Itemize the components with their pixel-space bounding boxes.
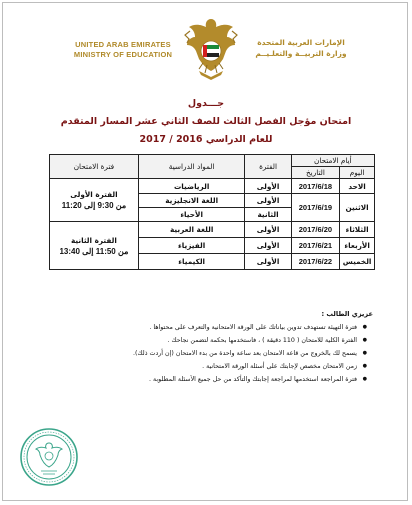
list-item: ● الفترة الكلية للامتحان ( 110 دقيقة ) ، فاستخدمها بحكمة لتضمن نجاحك . xyxy=(53,334,365,347)
period-1-cell xyxy=(50,179,139,222)
student-notes xyxy=(53,308,373,387)
uae-emblem-icon xyxy=(181,15,241,81)
table-row xyxy=(50,179,375,194)
session-cell: الأولى xyxy=(245,254,291,270)
subject-cell: اللغة الانجليزية xyxy=(138,194,245,208)
session-cell: الأولى xyxy=(245,222,291,238)
period-2-time: من 11:50 إلى 13:40 xyxy=(59,246,129,256)
date-cell: 2017/6/21 xyxy=(291,238,340,254)
document-subtitle: امتحان مؤجل الفصل الثالث للصف الثاني عشر المسار المتقدم xyxy=(60,116,352,127)
date-cell: 2017/6/20 xyxy=(291,222,340,238)
header-subjects: المواد الدراسية xyxy=(138,155,245,179)
english-country-name: UNITED ARAB EMIRATES xyxy=(75,40,171,49)
day-cell: الثلاثاء xyxy=(340,222,375,238)
day-cell: الأربعاء xyxy=(340,238,375,254)
academic-year: للعام الدراسي 2016 / 2017 xyxy=(139,134,273,145)
header-exam-days: أيام الامتحان xyxy=(291,155,374,167)
arabic-letterhead xyxy=(245,37,357,59)
subject-cell: الرياضيات xyxy=(138,179,245,194)
list-item: ● فترة التهيئة تستهدف تدوين بياناتك على الورقة الامتحانية والتعرف على محتواها . xyxy=(53,321,365,334)
notes-list xyxy=(53,321,373,386)
period-1-label: الفترة الأولى xyxy=(70,190,118,199)
ministry-seal-icon xyxy=(19,427,79,487)
notes-greeting: عزيزي الطالب : xyxy=(321,310,373,318)
session-cell: الأولى xyxy=(245,179,291,194)
header-day: اليوم xyxy=(340,167,375,179)
subject-cell: الفيزياء xyxy=(138,238,245,254)
day-cell: الاثنين xyxy=(340,194,375,222)
header-exam-period: فترة الامتحان xyxy=(50,155,139,179)
list-item: ● يسمح لك بالخروج من قاعة الامتحان بعد ساعة واحدة من بدء الامتحان (إن أردت ذلك). xyxy=(53,347,365,360)
period-2-label: الفترة الثانية xyxy=(70,235,117,245)
header-session: الفترة xyxy=(245,155,291,179)
subject-cell: اللغة العربية xyxy=(138,222,245,238)
day-cell: الاحد xyxy=(340,179,375,194)
header-date: التاريخ xyxy=(291,167,340,179)
list-item: ● زمن الامتحان مخصص لإجابتك على أسئلة الورقة الامتحانية . xyxy=(53,360,365,373)
period-2-cell xyxy=(50,222,139,270)
arabic-ministry-name: وزارة التربيــة والتعلـيــم xyxy=(255,49,347,58)
subject-cell: الأحياء xyxy=(138,208,245,222)
list-item: ● فترة المراجعة استخدمها لمراجعة إجابتك والتأكد من حل جميع الأسئلة المطلوبة . xyxy=(53,373,365,386)
session-cell: الثانية xyxy=(245,208,291,222)
document-title: جـــدول xyxy=(187,98,225,109)
date-cell: 2017/6/19 xyxy=(291,194,340,222)
document-page xyxy=(2,2,408,501)
subject-cell: الكيمياء xyxy=(138,254,245,270)
english-letterhead xyxy=(63,40,183,60)
arabic-country-name: الإمارات العربية المتحدة xyxy=(257,38,345,47)
session-cell: الأولى xyxy=(245,194,291,208)
period-1-time: من 9:30 إلى 11:20 xyxy=(61,201,127,210)
session-cell: الأولى xyxy=(245,238,291,254)
table-row xyxy=(50,222,375,238)
date-cell: 2017/6/18 xyxy=(291,179,340,194)
english-ministry-name: MINISTRY OF EDUCATION xyxy=(73,50,173,59)
date-cell: 2017/6/22 xyxy=(291,254,340,270)
exam-schedule-table xyxy=(49,154,375,270)
day-cell: الخميس xyxy=(340,254,375,270)
